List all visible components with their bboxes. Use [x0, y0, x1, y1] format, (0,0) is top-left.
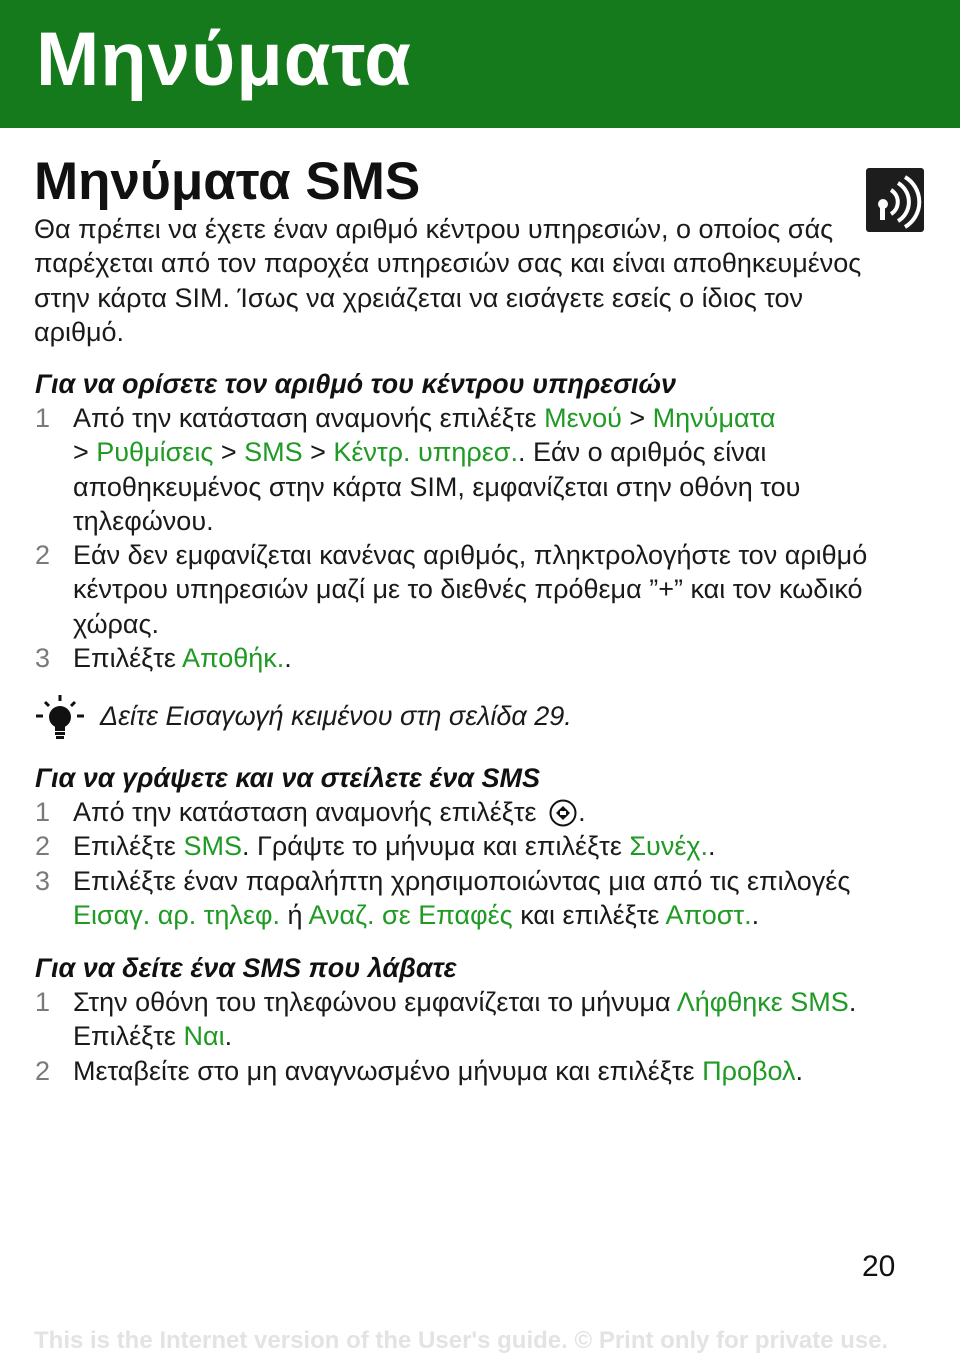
- subheading-view-received: Για να δείτε ένα SMS που λάβατε: [35, 953, 457, 983]
- tip-text: Δείτε Εισαγωγή κειμένου στη σελίδα 29.: [100, 701, 572, 731]
- list-item: 2 Επιλέξτε SMS. Γράψτε το μήνυμα και επιλέξτε Συνέχ..: [0, 829, 923, 863]
- steps-write-send: [0, 795, 960, 932]
- lightbulb-tip-icon: [34, 694, 86, 742]
- menu-option-send: Αποστ.: [665, 899, 752, 930]
- menu-option-search-contacts: Αναζ. σε Επαφές: [308, 899, 513, 930]
- step-number: 2: [35, 831, 51, 862]
- list-item: 1 Στην οθόνη του τηλεφώνου εμφανίζεται το μήνυμα Λήφθηκε SMS. Επιλέξτε Ναι.: [35, 987, 857, 1052]
- list-item: 1 Από την κατάσταση αναμονής επιλέξτε Μενού > Μηνύματα > Ρυθμίσεις > SMS > Κέντρ. υπηρεσ.. Εάν ο αριθμός είναι αποθηκευμένος στην κάρτα SIM, εμφανίζεται στην οθόνη του τηλεφώνου.: [35, 403, 801, 536]
- step-number: 1: [35, 403, 51, 433]
- step-number: 2: [35, 540, 51, 571]
- menu-option-save: Αποθήκ.: [181, 643, 285, 674]
- page-number: 20: [862, 1250, 896, 1283]
- step-number: 3: [35, 643, 51, 674]
- list-item: 1 Από την κατάσταση αναμονής επιλέξτε .: [0, 795, 923, 829]
- chapter-header-band: [0, 0, 960, 128]
- step-number: 3: [35, 865, 51, 896]
- step-number: 1: [35, 797, 51, 827]
- menu-path-menu: Μενού: [544, 403, 622, 433]
- list-item: 2 Μεταβείτε στο μη αναγνωσμένο μήνυμα και επιλέξτε Προβολ.: [0, 1054, 923, 1088]
- menu-path-service-center: Κέντρ. υπηρεσ.: [333, 437, 518, 468]
- message-sms-received: Λήφθηκε SMS: [676, 987, 849, 1017]
- step-number: 2: [35, 1055, 51, 1086]
- subheading-set-center: Για να ορίσετε τον αριθμό του κέντρου υπηρεσιών: [35, 369, 677, 399]
- list-item: 3 Επιλέξτε Αποθήκ..: [0, 641, 923, 675]
- menu-option-sms: SMS: [183, 831, 242, 862]
- network-service-icon: [866, 168, 924, 232]
- tip-note: [34, 694, 934, 742]
- menu-option-continue: Συνέχ.: [629, 831, 709, 862]
- steps-view-received: [0, 985, 960, 1088]
- steps-set-center: [0, 401, 960, 675]
- menu-option-enter-number: Εισαγ. αρ. τηλεφ.: [73, 899, 280, 930]
- intro-paragraph: Θα πρέπει να έχετε έναν αριθμό κέντρου υπηρεσιών, ο οποίος σάς παρέχεται από τον παροχέα υπηρεσιών σας και είναι αποθηκευμένος στην κάρτα SIM. Ίσως να χρειάζεται να εισάγετε εσείς ο ίδιος τον αριθμό.: [34, 214, 862, 347]
- footer-notice: This is the Internet version of the User's guide. © Print only for private use.: [34, 1327, 889, 1354]
- subheading-write-send: Για να γράψετε και να στείλετε ένα SMS: [35, 763, 541, 793]
- menu-path-sms: SMS: [244, 437, 303, 468]
- list-item: 2 Εάν δεν εμφανίζεται κανένας αριθμός, πληκτρολογήστε τον αριθμό κέντρου υπηρεσιών μαζί με το διεθνές πρόθεμα ”+” και τον κωδικό χώρας.: [35, 540, 868, 639]
- section-title: Μηνύματα SMS: [34, 152, 421, 211]
- menu-option-yes: Ναι: [183, 1021, 225, 1052]
- menu-path-settings: Ρυθμίσεις: [96, 437, 214, 468]
- step-number: 1: [35, 987, 51, 1017]
- list-item: 3 Επιλέξτε έναν παραλήπτη χρησιμοποιώντας μια από τις επιλογές Εισαγ. αρ. τηλεφ. ή Αναζ. σε Επαφές και επιλέξτε Αποστ..: [35, 865, 851, 930]
- menu-option-view: Προβολ: [702, 1055, 796, 1086]
- menu-path-messages: Μηνύματα: [652, 403, 776, 433]
- navigation-key-icon: [548, 798, 578, 828]
- chapter-title: Μηνύματα: [36, 17, 412, 102]
